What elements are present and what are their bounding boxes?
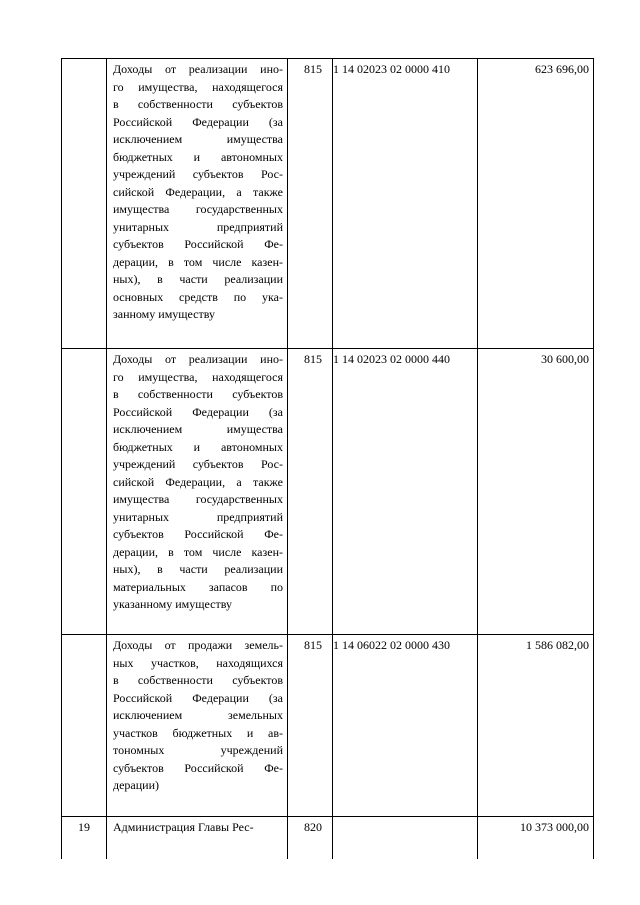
description-line: в собственности субъектов	[113, 387, 283, 401]
amount-cell: 623 696,00	[478, 59, 594, 349]
admin-code-cell: 815	[288, 59, 333, 349]
amount-cell: 30 600,00	[478, 349, 594, 635]
budget-classification-code-cell	[333, 817, 478, 860]
description-line: участков бюджетных и ав-	[113, 725, 283, 740]
description-line: учреждений субъектов Рос-	[113, 457, 283, 471]
description-line: дерации)	[113, 778, 160, 792]
admin-code-cell: 815	[288, 349, 333, 635]
table-row	[62, 349, 594, 635]
description-line: го имущества, находящегося	[113, 79, 283, 94]
row-number-cell	[62, 349, 107, 635]
row-number-cell: 19	[62, 817, 107, 860]
description-line: дерации, в том числе казен-	[113, 544, 283, 559]
description-line: в собственности субъектов	[113, 673, 283, 687]
description-cell	[107, 635, 288, 817]
description-line: Российской Федерации (за	[113, 690, 283, 705]
budget-revenue-table	[61, 58, 594, 859]
description-line: исключением имущества	[113, 132, 283, 146]
row-number-cell	[62, 635, 107, 817]
description-line: занному имуществу	[113, 307, 215, 321]
description-line: Доходы от реализации ино-	[113, 62, 283, 76]
description-line: в собственности субъектов	[113, 97, 283, 111]
description-line: сийской Федерации, а также	[113, 474, 283, 489]
description-line: исключением имущества	[113, 422, 283, 436]
description-line: унитарных предприятий	[113, 509, 283, 524]
description-line: имущества государственных	[113, 492, 283, 506]
description-line: Российской Федерации (за	[113, 404, 283, 419]
description-line: ных), в части реализации	[113, 562, 283, 576]
description-line: имущества государственных	[113, 202, 283, 216]
description-line: материальных запасов по	[113, 579, 283, 594]
description-line: го имущества, находящегося	[113, 369, 283, 384]
description-line: субъектов Российской Фе-	[113, 237, 283, 251]
description-line: основных средств по ука-	[113, 289, 283, 304]
description-cell	[107, 59, 288, 349]
description-line: Доходы от реализации ино-	[113, 352, 283, 366]
description-line: Доходы от продажи земель-	[113, 638, 283, 652]
description-line: тономных учреждений	[113, 743, 283, 757]
description-line: учреждений субъектов Рос-	[113, 167, 283, 181]
admin-code-cell: 815	[288, 635, 333, 817]
description-line: бюджетных и автономных	[113, 439, 283, 454]
description-line: ных участков, находящихся	[113, 655, 283, 670]
description-line: Администрация Главы Рес-	[113, 820, 254, 834]
description-line: Российской Федерации (за	[113, 114, 283, 129]
description-line: указанному имуществу	[113, 597, 232, 611]
row-number-cell	[62, 59, 107, 349]
table-row	[62, 635, 594, 817]
table-row	[62, 59, 594, 349]
description-line: исключением земельных	[113, 708, 283, 722]
description-line: дерации, в том числе казен-	[113, 254, 283, 269]
budget-classification-code-cell: 1 14 02023 02 0000 440	[333, 349, 478, 635]
amount-cell: 1 586 082,00	[478, 635, 594, 817]
amount-cell: 10 373 000,00	[478, 817, 594, 860]
description-cell	[107, 349, 288, 635]
table-row	[62, 817, 594, 860]
description-line: ных), в части реализации	[113, 272, 283, 286]
table-body	[62, 59, 594, 860]
description-line: субъектов Российской Фе-	[113, 527, 283, 541]
description-cell	[107, 817, 288, 860]
admin-code-cell: 820	[288, 817, 333, 860]
description-line: бюджетных и автономных	[113, 149, 283, 164]
budget-classification-code-cell: 1 14 06022 02 0000 430	[333, 635, 478, 817]
description-line: унитарных предприятий	[113, 219, 283, 234]
description-line: субъектов Российской Фе-	[113, 760, 283, 775]
budget-classification-code-cell: 1 14 02023 02 0000 410	[333, 59, 478, 349]
description-line: сийской Федерации, а также	[113, 184, 283, 199]
